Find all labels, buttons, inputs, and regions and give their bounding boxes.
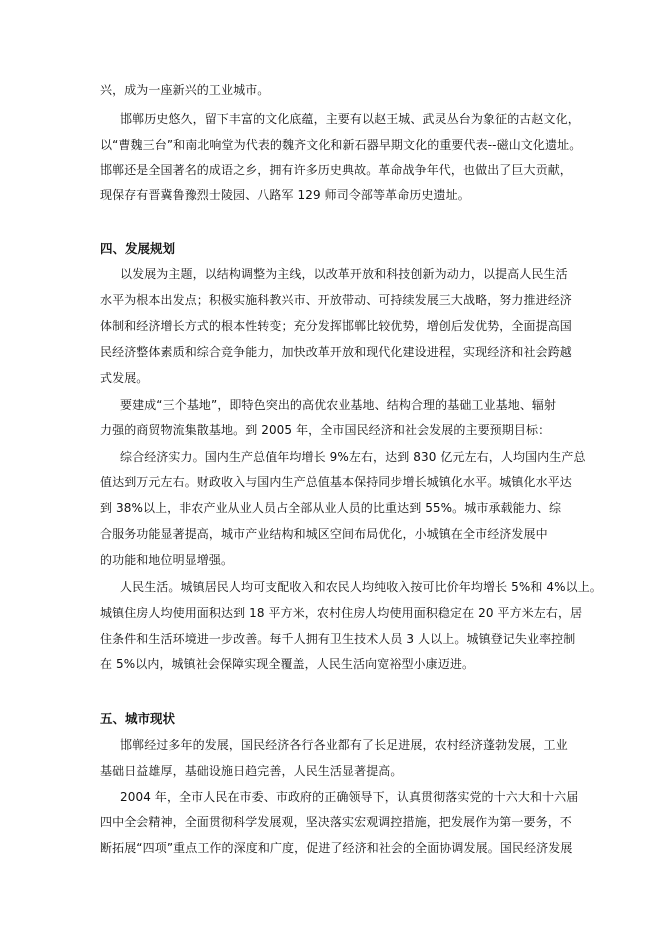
text-line: 四中全会精神，全面贯彻科学发展观，坚决落实宏观调控措施，把发展作为第一要务，不 bbox=[100, 815, 572, 829]
text-line: 到 38%以上，非农产业从业人员占全部从业人员的比重达到 55%。城市承载能力、综 bbox=[100, 501, 562, 515]
text-line: 断拓展“四项”重点工作的深度和广度，促进了经济和社会的全面协调发展。国民经济发展 bbox=[100, 841, 573, 855]
section-heading-status: 五、城市现状 bbox=[100, 711, 176, 726]
text-line: 的功能和地位明显增强。 bbox=[100, 553, 234, 567]
text-line: 基础日益雄厚，基础设施日趋完善，人民生活显著提高。 bbox=[100, 764, 403, 778]
text-line: 邯郸经过多年的发展，国民经济各行各业都有了长足进展，农村经济蓬勃发展，工业 bbox=[120, 738, 568, 752]
text-line: 人民生活。城镇居民人均可支配收入和农民人均纯收入按可比价年均增长 5%和 4%以上。 bbox=[120, 580, 602, 594]
text-line: 体制和经济增长方式的根本性转变；充分发挥邯郸比较优势，增创后发优势，全面提高国 bbox=[100, 319, 572, 333]
text-line: 邯郸还是全国著名的成语之乡，拥有许多历史典故。革命战争年代，也做出了巨大贡献， bbox=[100, 163, 572, 177]
text-line: 力强的商贸物流集散基地。到 2005 年，全市国民经济和社会发展的主要预期目标： bbox=[100, 423, 551, 437]
text-line: 在 5%以内，城镇社会保障实现全覆盖，人民生活向宽裕型小康迈进。 bbox=[100, 657, 475, 671]
text-line: 住条件和生活环境进一步改善。每千人拥有卫生技术人员 3 人以上。城镇登记失业率控制 bbox=[100, 632, 576, 646]
section-heading-plan: 四、发展规划 bbox=[100, 241, 176, 256]
text-line: 以发展为主题，以结构调整为主线，以改革开放和科技创新为动力，以提高人民生活 bbox=[120, 267, 568, 281]
text-line: 要建成“三个基地”，即特色突出的高优农业基地、结构合理的基础工业基地、辐射 bbox=[120, 398, 557, 412]
text-line: 2004 年，全市人民在市委、市政府的正确领导下，认真贯彻落实党的十六大和十六届 bbox=[120, 790, 579, 804]
text-line: 水平为根本出发点；积极实施科教兴市、开放带动、可持续发展三大战略，努力推进经济 bbox=[100, 293, 572, 307]
text-line: 民经济整体素质和综合竞争能力，加快改革开放和现代化建设进程，实现经济和社会跨越 bbox=[100, 345, 572, 359]
text-line: 邯郸历史悠久，留下丰富的文化底蕴，主要有以赵王城、武灵丛台为象征的古赵文化， bbox=[120, 112, 580, 126]
text-line: 城镇住房人均使用面积达到 18 平方米，农村住房人均使用面积稳定在 20 平方米左右，居 bbox=[100, 606, 583, 620]
text-line: 现保存有晋冀鲁豫烈士陵园、八路军 129 师司令部等革命历史遗址。 bbox=[100, 188, 470, 202]
text-line: 合服务功能显著提高，城市产业结构和城区空间布局优化，小城镇在全市经济发展中 bbox=[100, 527, 548, 541]
text-line: 式发展。 bbox=[100, 371, 149, 385]
text-line: 综合经济实力。国内生产总值年均增长 9%左右，达到 830 亿元左右，人均国内生产总 bbox=[120, 450, 586, 464]
text-line: 值达到万元左右。财政收入与国内生产总值基本保持同步增长城镇化水平。城镇化水平达 bbox=[100, 475, 572, 489]
text-line: 以“曹魏三台”和南北响堂为代表的魏齐文化和新石器早期文化的重要代表--磁山文化遗址。 bbox=[100, 138, 582, 152]
text-line: 兴，成为一座新兴的工业城市。 bbox=[100, 83, 270, 97]
